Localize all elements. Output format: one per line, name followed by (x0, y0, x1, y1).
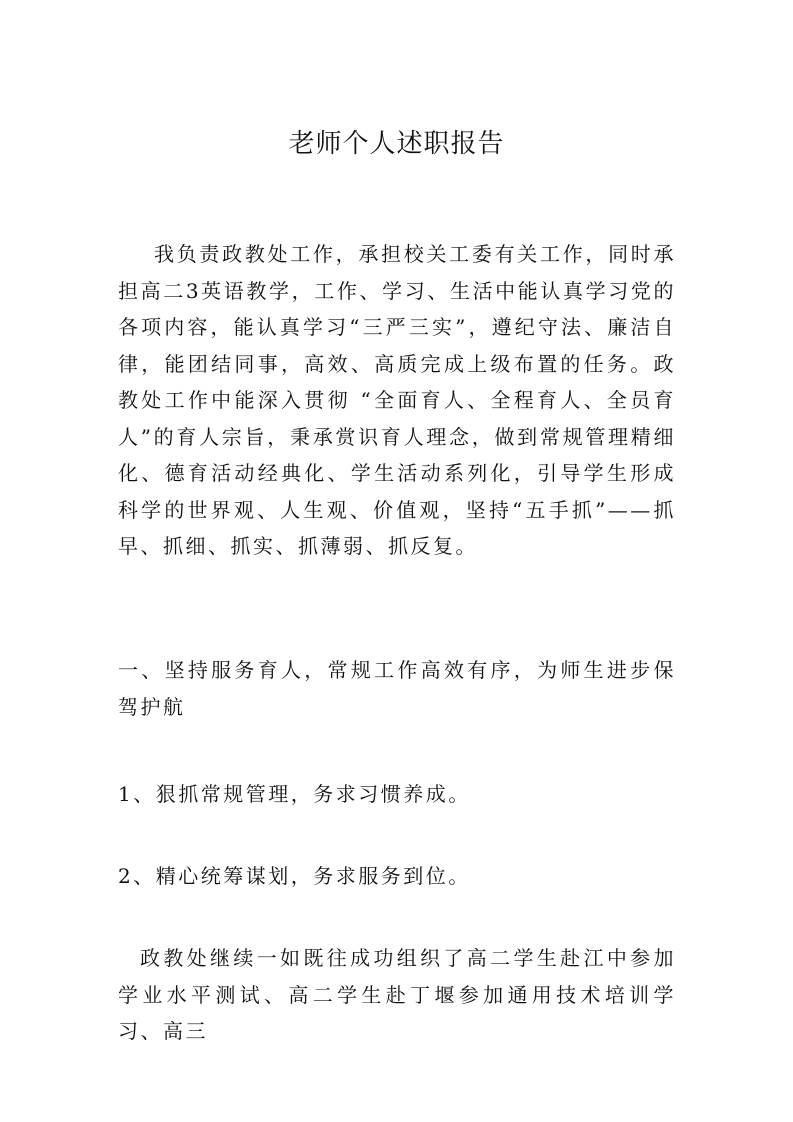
section-heading: 一、坚持服务育人，常规工作高效有序，为师生进步保驾护航 (118, 658, 676, 719)
document-title: 老师个人述职报告 (288, 129, 505, 159)
intro-paragraph: 我负责政教处工作，承担校关工委有关工作，同时承担高二3英语教学，工作、学习、生活中能认真学习党的各项内容，能认真学习“三严三实”，遵纪守法、廉洁自律，能团结同事，高效、高质完成上级布置的任务。政教处工作中能深入贯彻 “全面育人、全程育人、全员育人”的育人宗旨，秉承赏识育人理念，做到常规管理精细化、德育活动经典化、学生活动系列化，引导学生形成科学的世界观、人生观、价值观，坚持“五手抓”——抓早、抓细、抓实、抓薄弱、抓反复。 (118, 242, 676, 558)
subsection-heading-1: 1、狠抓常规管理，务求习惯养成。 (118, 782, 471, 806)
subsection-heading-2: 2、精心统筹谋划，务求服务到位。 (118, 864, 471, 888)
body-paragraph: 政教处继续一如既往成功组织了高二学生赴江中参加学业水平测试、高二学生赴丁堰参加通用技术培训学习、高三 (118, 946, 676, 1043)
